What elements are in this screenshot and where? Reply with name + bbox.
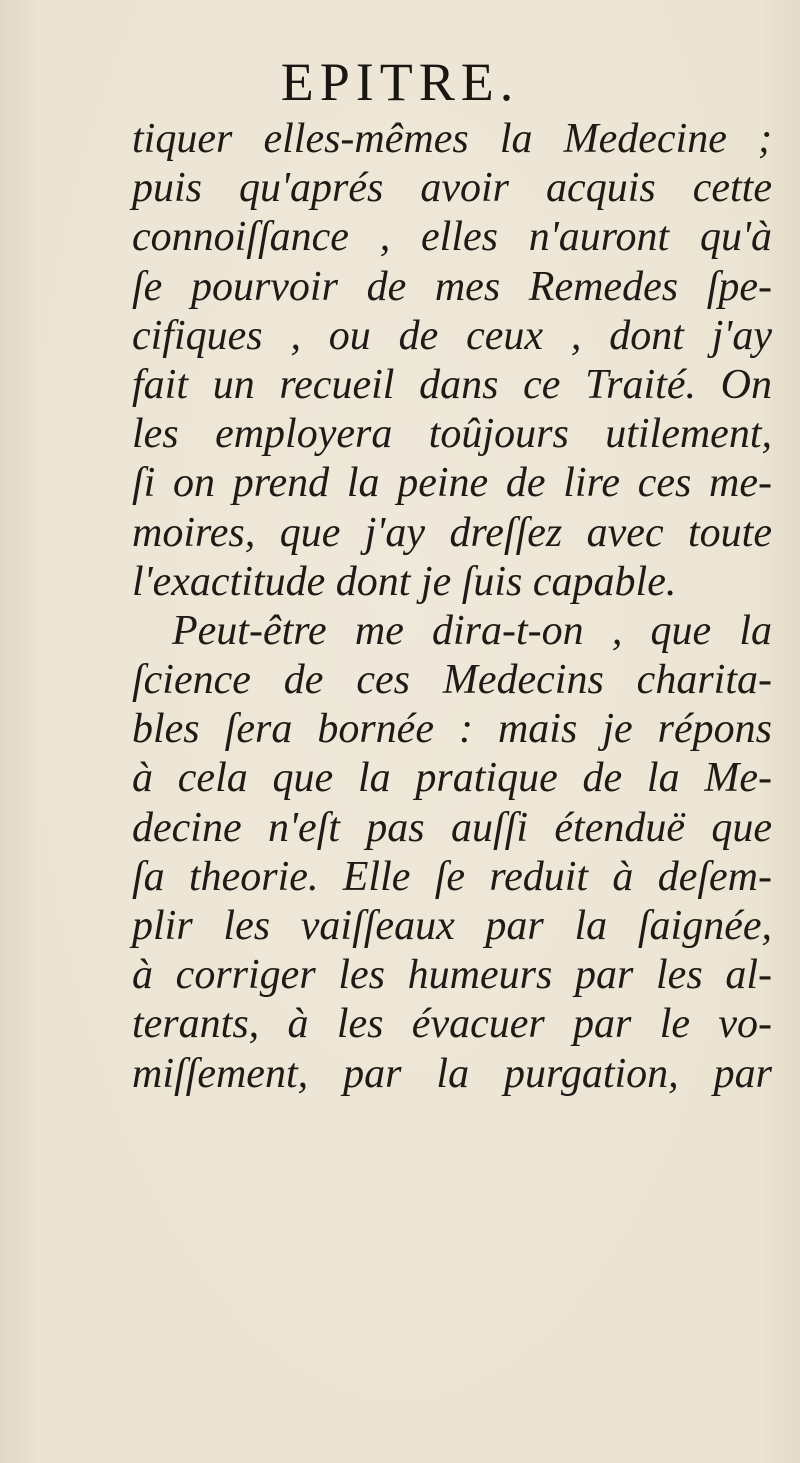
text-line: fait un recueil dans ce Traité. On <box>132 361 772 408</box>
text-line: tiquer elles-mêmes la Medecine ; <box>132 116 772 162</box>
paragraph-first-line: Peut-être me dira-t-on , que la <box>172 607 772 654</box>
text-line: puis qu'aprés avoir acquis cette <box>132 165 772 212</box>
text-line: ſa theorie. Elle ſe reduit à deſem- <box>132 853 772 900</box>
text-line: moires, que j'ay dreſſez avec toute <box>132 509 772 556</box>
text-line: cifiques , ou de ceux , dont j'ay <box>132 312 772 359</box>
text-line: terants, à les évacuer par le vo- <box>132 1001 772 1048</box>
body-text <box>132 115 772 1099</box>
text-line: les employera toûjours utilement, <box>132 411 772 458</box>
text-line: bles ſera bornée : mais je répons <box>132 706 772 753</box>
text-line: l'exactitude dont je ſuis capable. <box>132 558 677 605</box>
text-line: miſſement, par la purgation, par <box>132 1050 772 1097</box>
text-line: ſe pourvoir de mes Remedes ſpe- <box>132 263 772 310</box>
text-line: decine n'eſt pas auſſi étenduë que <box>132 804 772 851</box>
text-line: ſi on prend la peine de lire ces me- <box>132 460 772 507</box>
text-line: ſcience de ces Medecins charita- <box>132 657 772 704</box>
running-title: EPITRE. <box>280 52 520 112</box>
text-line: plir les vaiſſeaux par la ſaignée, <box>132 903 772 949</box>
text-line: connoiſſance , elles n'auront qu'à <box>132 214 772 261</box>
text-line: à cela que la pratique de la Me- <box>132 755 772 802</box>
text-line: à corriger les humeurs par les al- <box>132 952 772 999</box>
